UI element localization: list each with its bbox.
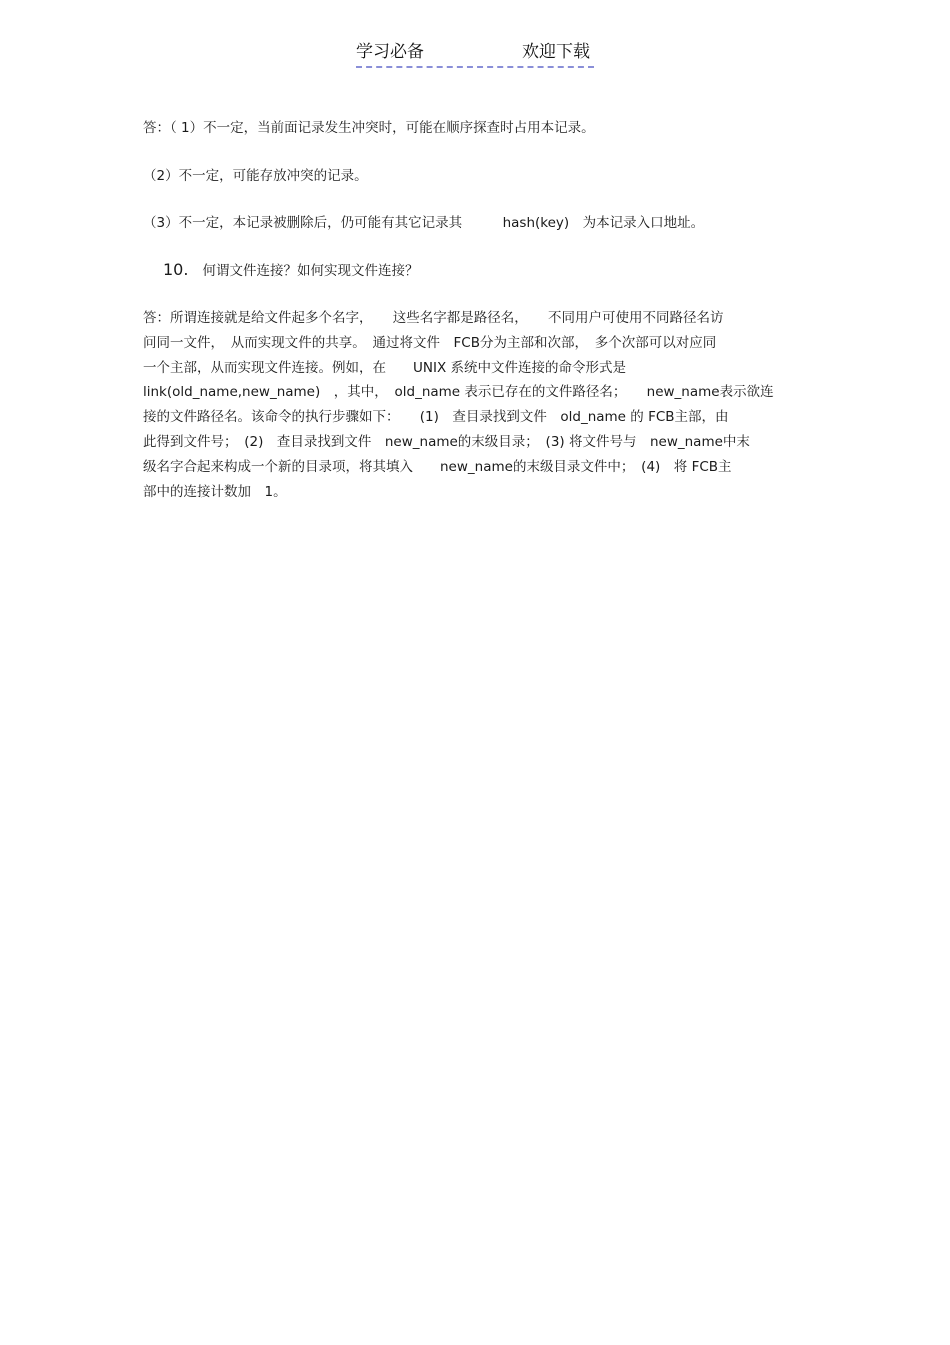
question-number: 10. [163, 260, 189, 279]
answer-line-3: （3）不一定，本记录被删除后，仍可能有其它记录其 hash(key) 为本记录入口地址。 [143, 215, 705, 231]
paragraph-line: link(old_name,new_name) ，其中， old_name 表示已存在的文件路径名； new_name表示欲连 [143, 384, 774, 401]
paragraph-line: 接的文件路径名。该命令的执行步骤如下： (1) 查目录找到文件 old_name 的 FCB主部，由 [143, 409, 729, 426]
answer-line-1: 答：（ 1）不一定，当前面记录发生冲突时，可能在顺序探查时占用本记录。 [143, 120, 595, 136]
answer-line-2: （2）不一定，可能存放冲突的记录。 [143, 168, 368, 184]
paragraph-line: 一个主部，从而实现文件连接。例如，在 UNIX 系统中文件连接的命令形式是 [143, 359, 626, 376]
page-header [356, 40, 594, 68]
paragraph-line: 答：所谓连接就是给文件起多个名字， 这些名字都是路径名， 不同用户可使用不同路径名访 [143, 310, 724, 326]
paragraph-line: 问同一文件， 从而实现文件的共享。 通过将文件 FCB分为主部和次部， 多个次部可以对应同 [143, 334, 717, 351]
answer-paragraph [143, 308, 807, 506]
paragraph-line: 级名字合起来构成一个新的目录项，将其填入 new_name的末级目录文件中； (4) 将 FCB主 [143, 458, 732, 475]
header-right-text: 欢迎下载 [522, 42, 590, 62]
question-text: 何谓文件连接？如何实现文件连接？ [202, 263, 419, 279]
question-heading [163, 260, 418, 281]
paragraph-line: 此得到文件号； (2) 查目录找到文件 new_name的末级目录； (3) 将文件号与 new_name中末 [143, 433, 750, 450]
header-left-text: 学习必备 [356, 42, 424, 62]
paragraph-line: 部中的连接计数加 1。 [143, 483, 287, 500]
